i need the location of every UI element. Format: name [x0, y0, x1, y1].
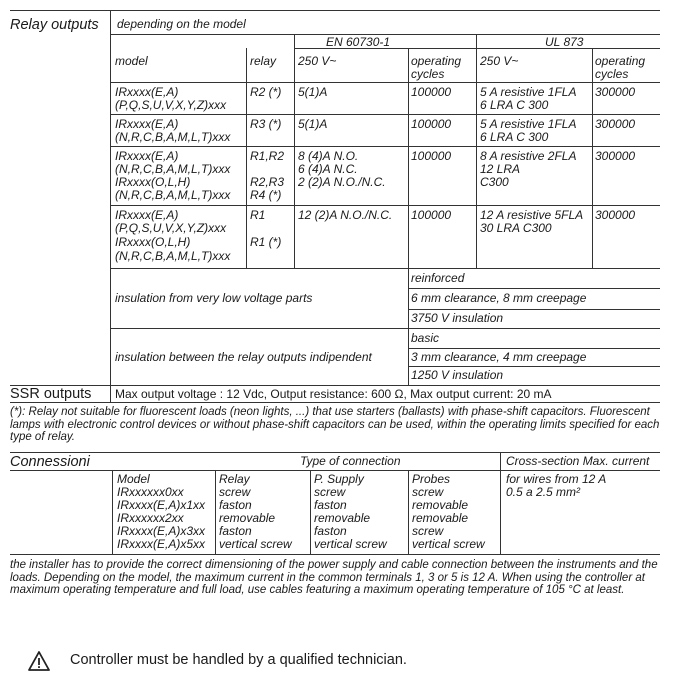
- en-rating: 5(1)A: [298, 85, 328, 99]
- conn-supply: removable: [314, 511, 371, 525]
- col-model: Model: [117, 472, 150, 486]
- relay-id: R1: [250, 208, 266, 222]
- hdr-250-ul: 250 V~: [480, 54, 519, 68]
- relay-id: R3 (*): [250, 117, 282, 131]
- conn-relay: vertical screw: [219, 537, 292, 551]
- conn-probes: removable: [412, 498, 469, 512]
- ins-low-clearance: 6 mm clearance, 8 mm creepage: [411, 291, 587, 305]
- type-of-connection-header: Type of connection: [300, 454, 401, 468]
- model-line: (N,R,C,B,A,M,L,T)xxx: [115, 249, 231, 263]
- hdr-relay: relay: [250, 54, 277, 68]
- ins-relay-clearance: 3 mm clearance, 4 mm creepage: [411, 350, 587, 364]
- en-rating: 5(1)A: [298, 117, 328, 131]
- ul-rating: 12 LRA: [480, 162, 521, 176]
- hdr-cycles-en-2: cycles: [411, 67, 445, 81]
- ins-relay-voltage: 1250 V insulation: [411, 368, 504, 382]
- connessioni-label: Connessioni: [10, 454, 90, 470]
- conn-relay: screw: [219, 485, 251, 499]
- en-rating: 8 (4)A N.O.: [298, 149, 359, 163]
- model-line: IRxxxx(E,A): [115, 208, 179, 222]
- ul-cycles: 300000: [595, 208, 636, 222]
- hdr-cycles-ul-2: cycles: [595, 67, 629, 81]
- relay-id: R4 (*): [250, 188, 282, 202]
- conn-model: IRxxxx(E,A)x5xx: [117, 537, 206, 551]
- relay-id: R1,R2: [250, 149, 285, 163]
- ins-relay-type: basic: [411, 331, 440, 345]
- ul-rating: 30 LRA C300: [480, 221, 552, 235]
- ssr-spec: Max output voltage : 12 Vdc, Output resistance: 600 Ω, Max output current: 20 mA: [115, 387, 552, 401]
- warning-text: Controller must be handled by a qualified technician.: [70, 652, 407, 668]
- en-cycles: 100000: [411, 85, 452, 99]
- ul-rating: 12 A resistive 5FLA: [480, 208, 584, 222]
- model-line: (P,Q,S,U,V,X,Y,Z)xxx: [115, 221, 227, 235]
- conn-probes: vertical screw: [412, 537, 485, 551]
- relay-intro: depending on the model: [117, 17, 246, 31]
- ul-rating: 6 LRA C 300: [480, 130, 549, 144]
- hdr-model: model: [115, 54, 148, 68]
- ins-low-voltage: 3750 V insulation: [411, 311, 504, 325]
- hdr-250-en: 250 V~: [298, 54, 337, 68]
- en-cycles: 100000: [411, 208, 452, 222]
- relay-id: R2 (*): [250, 85, 282, 99]
- conn-model: IRxxxx(E,A)x3xx: [117, 524, 206, 538]
- model-line: (N,R,C,B,A,M,L,T)xxx: [115, 188, 231, 202]
- col-probes: Probes: [412, 472, 451, 486]
- model-line: (N,R,C,B,A,M,L,T)xxx: [115, 162, 231, 176]
- conn-relay: faston: [219, 524, 252, 538]
- model-line: (N,R,C,B,A,M,L,T)xxx: [115, 130, 231, 144]
- ins-low-label: insulation from very low voltage parts: [115, 291, 313, 305]
- relay-id: R1 (*): [250, 235, 282, 249]
- conn-supply: faston: [314, 524, 347, 538]
- model-line: (P,Q,S,U,V,X,Y,Z)xxx: [115, 98, 227, 112]
- model-line: IRxxxx(O,L,H): [115, 175, 191, 189]
- cross-section-value: for wires from 12 A: [506, 472, 607, 486]
- relay-footnote: (*): Relay not suitable for fluorescent loads (neon lights, ...) that use starters (ballasts) with phase-shift capacitors. Fluorescent lamps with electronic control devices or without phase-shift capacitors can be used, within the operating limits specified for each type of relay.: [10, 406, 660, 443]
- conn-relay: faston: [219, 498, 252, 512]
- conn-relay: removable: [219, 511, 276, 525]
- ul-cycles: 300000: [595, 117, 636, 131]
- conn-probes: screw: [412, 485, 444, 499]
- ul-rating: 8 A resistive 2FLA: [480, 149, 577, 163]
- conn-probes: screw: [412, 524, 444, 538]
- relay-id: R2,R3: [250, 175, 285, 189]
- ul-cycles: 300000: [595, 85, 636, 99]
- ul-cycles: 300000: [595, 149, 636, 163]
- model-line: IRxxxx(E,A): [115, 85, 179, 99]
- hdr-cycles-ul-1: operating: [595, 54, 646, 68]
- ssr-outputs-label: SSR outputs: [10, 386, 92, 402]
- ul-rating: C300: [480, 175, 509, 189]
- std-en-header: EN 60730-1: [326, 35, 391, 49]
- en-cycles: 100000: [411, 149, 452, 163]
- installer-note: the installer has to provide the correct dimensioning of the power supply and cable connection between the instruments and the loads. Depending on the model, the maximum current in the common terminals 1, 3 or 5 is 12 A. When using the controller at maximum operating temperature and full load, use cables featuring a maximum operating temperature of 105 °C at least.: [10, 559, 658, 596]
- en-cycles: 100000: [411, 117, 452, 131]
- conn-model: IRxxxxxx2xx: [117, 511, 184, 525]
- conn-supply: faston: [314, 498, 347, 512]
- hdr-cycles-en-1: operating: [411, 54, 462, 68]
- conn-model: IRxxxxxx0xx: [117, 485, 184, 499]
- model-line: IRxxxx(E,A): [115, 117, 179, 131]
- conn-supply: vertical screw: [314, 537, 387, 551]
- ul-rating: 6 LRA C 300: [480, 98, 549, 112]
- cross-section-header: Cross-section Max. current: [506, 454, 650, 468]
- en-rating: 2 (2)A N.O./N.C.: [298, 175, 386, 189]
- ins-low-type: reinforced: [411, 271, 465, 285]
- warning-triangle-icon: [28, 650, 50, 672]
- ins-relay-label: insulation between the relay outputs indipendent: [115, 350, 372, 364]
- conn-model: IRxxxx(E,A)x1xx: [117, 498, 206, 512]
- col-supply: P. Supply: [314, 472, 364, 486]
- std-ul-header: UL 873: [545, 35, 584, 49]
- en-rating: 6 (4)A N.C.: [298, 162, 358, 176]
- conn-probes: removable: [412, 511, 469, 525]
- relay-outputs-label: Relay outputs: [10, 17, 99, 33]
- model-line: IRxxxx(O,L,H): [115, 235, 191, 249]
- en-rating: 12 (2)A N.O./N.C.: [298, 208, 393, 222]
- model-line: IRxxxx(E,A): [115, 149, 179, 163]
- conn-supply: screw: [314, 485, 346, 499]
- ul-rating: 5 A resistive 1FLA: [480, 85, 577, 99]
- cross-section-value: 0.5 a 2.5 mm²: [506, 485, 581, 499]
- col-relay: Relay: [219, 472, 250, 486]
- ul-rating: 5 A resistive 1FLA: [480, 117, 577, 131]
